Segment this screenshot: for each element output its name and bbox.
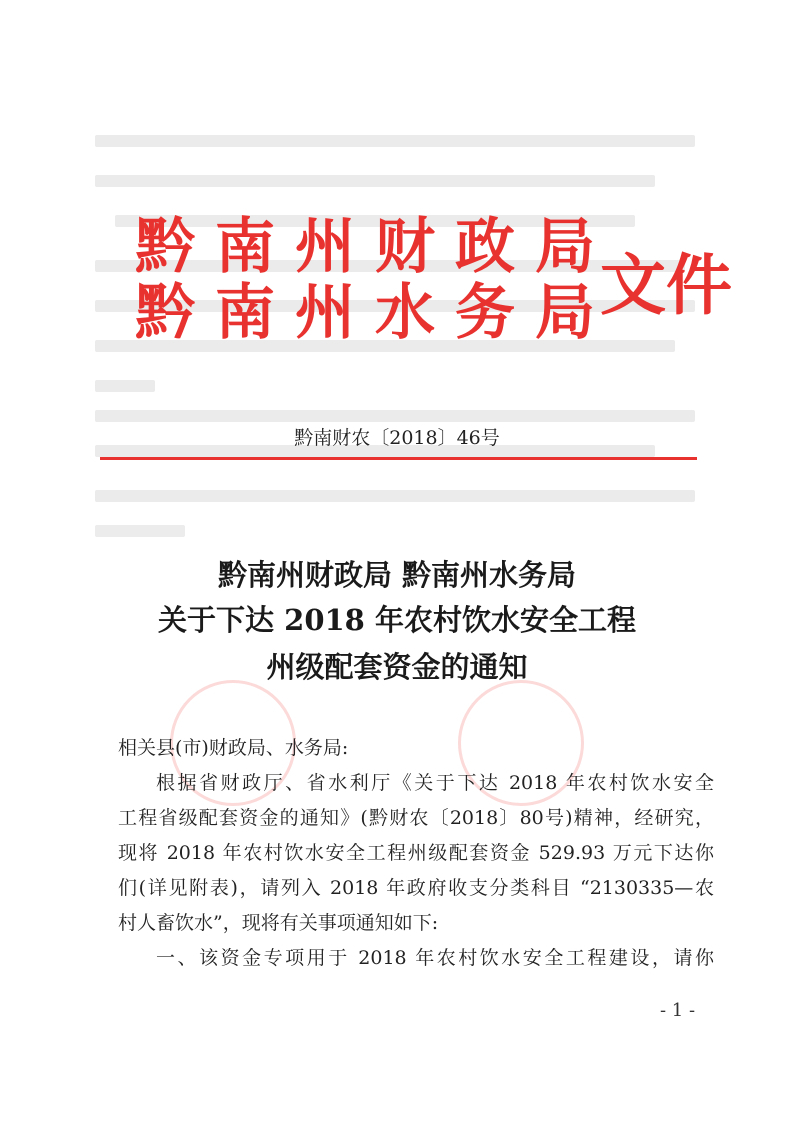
- document-body: [118, 731, 714, 976]
- body-line: 村人畜饮水”，现将有关事项通知如下:: [118, 912, 439, 934]
- body-line: 根据省财政厅、省水利厅《关于下达 2018 年农村饮水安全: [156, 772, 714, 794]
- issuing-org-water: 黔南州水务局: [135, 278, 615, 348]
- body-line: 工程省级配套资金的通知》(黔财农〔2018〕80号)精神，经研究，: [118, 807, 714, 829]
- red-divider: [100, 457, 697, 460]
- page-number: - 1 -: [660, 1000, 696, 1021]
- document-number: 黔南财农〔2018〕46号: [294, 427, 500, 449]
- title-line-2: 关于下达 2018 年农村饮水安全工程: [158, 603, 636, 637]
- document-header: [135, 205, 735, 355]
- body-line: 一、该资金专项用于 2018 年农村饮水安全工程建设，请你: [156, 947, 714, 969]
- document-word: 文件: [600, 247, 732, 324]
- issuing-org-finance: 黔南州财政局: [135, 212, 615, 282]
- body-line: 现将 2018 年农村饮水安全工程州级配套资金 529.93 万元下达你: [118, 842, 714, 864]
- body-line: 们(详见附表)，请列入 2018 年政府收支分类科目 “2130335—农: [118, 877, 714, 899]
- title-line-3: 州级配套资金的通知: [266, 650, 528, 684]
- salutation: 相关县(市)财政局、水务局:: [118, 737, 349, 759]
- title-line-1: 黔南州财政局 黔南州水务局: [217, 558, 577, 592]
